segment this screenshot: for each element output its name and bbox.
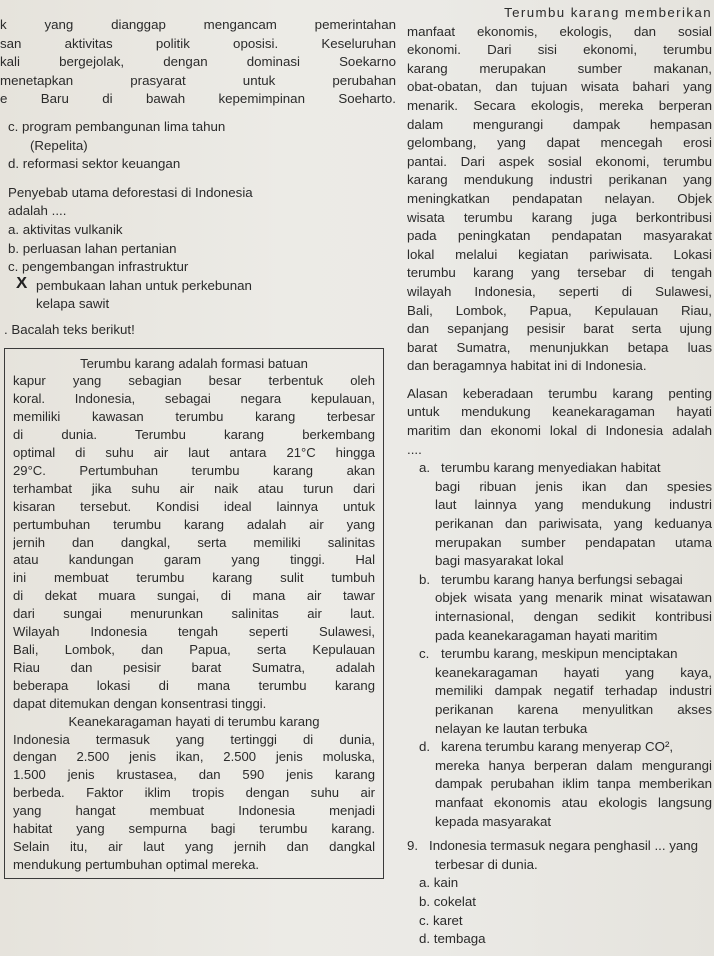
text-line: e Baru di bawah kepemimpinan Soeharto.: [0, 91, 396, 107]
answer-option-line: keanekaragaman hayati yang kaya,: [435, 664, 712, 680]
passage-line: pertumbuhan terumbu karang adalah air yang: [13, 516, 375, 532]
question-number: 9.: [407, 838, 419, 854]
passage-line: dari sungai menurunkan salinitas air laut.: [13, 606, 375, 622]
passage-line: dan sepanjang pesisir barat serta ujung: [407, 321, 712, 337]
passage-line: dengan 2.500 jenis ikan, 2.500 jenis moluska,: [13, 749, 375, 765]
text-line: menetapkan prasyarat untuk perubahan: [0, 72, 396, 88]
passage-line: pantai. Dari aspek sosial ekonomi, terumbu: [407, 153, 712, 169]
option-text: terumbu karang menyediakan habitat: [441, 460, 661, 476]
answer-option: b. perluasan lahan pertanian: [8, 240, 177, 256]
read-instruction: . Bacalah teks berikut!: [4, 321, 135, 337]
passage-line: manfaat ekonomis, ekologis, dan sosial: [407, 23, 712, 39]
passage-line: barat Sumatra, menunjukkan betapa luas: [407, 339, 712, 355]
passage-line: menarik. Secara ekologis, mereka berperan: [407, 97, 712, 113]
answer-option: kelapa sawit: [36, 296, 110, 312]
passage-line: Selain itu, air laut yang jernih dan dangkal: [13, 838, 375, 854]
answer-option: [407, 645, 712, 664]
answer-option: b. cokelat: [419, 893, 476, 909]
left-column: [0, 16, 396, 879]
passage-line: obat-obatan, dan tujuan wisata bahari yang: [407, 79, 712, 95]
answer-option: d. tembaga: [419, 931, 486, 947]
question-stem-line: untuk mendukung keanekaragaman hayati: [407, 404, 712, 420]
answer-option: d. reformasi sektor keuangan: [8, 156, 181, 172]
question-text: Indonesia termasuk negara penghasil ... yang: [429, 838, 699, 854]
passage-line: mendukung pertumbuhan optimal mereka.: [13, 856, 260, 872]
passage-line: 29°C. Pertumbuhan terumbu karang akan: [13, 462, 375, 478]
passage-line: terhambat jika suhu air naik atau turun dari: [13, 480, 375, 496]
answer-option-line: mereka hanya berperan dalam mengurangi: [435, 757, 712, 773]
passage-line: koral. Indonesia, sebagai negara kepulauan,: [13, 391, 375, 407]
answer-option-line: pada keanekaragaman hayati maritim: [435, 627, 658, 643]
answer-option: pembukaan lahan untuk perkebunan X: [0, 277, 396, 296]
answer-option: a. aktivitas vulkanik: [8, 221, 123, 237]
option-letter: b.: [419, 571, 431, 587]
question-stem-line: Penyebab utama deforestasi di Indonesia: [8, 184, 253, 200]
passage-line: Indonesia termasuk yang tertinggi di dunia,: [13, 731, 375, 747]
passage-line: yang hangat membuat Indonesia menjadi: [13, 803, 375, 819]
answer-option-line: internasional, dengan sedikit kontribusi: [435, 609, 712, 624]
passage-line: memiliki kawasan terumbu karang terbesar: [13, 409, 375, 425]
passage-line: optimal di suhu air laut antara 21°C hingga: [13, 445, 375, 461]
passage-line: wilayah Indonesia, seperti di Sulawesi,: [407, 283, 712, 299]
passage-line: lokal melalui kegiatan pariwisata. Lokasi: [407, 246, 712, 262]
question-8: [0, 184, 396, 314]
right-passage-body: [407, 23, 712, 376]
answer-option-line: bagi masyarakat lokal: [435, 553, 564, 569]
question-stem-line: adalah ....: [8, 203, 67, 219]
answer-option: [407, 571, 712, 590]
answer-cross-mark: X: [16, 276, 28, 292]
question-7-options: [0, 118, 396, 174]
answer-option-line: nelayan ke lautan terbuka: [435, 720, 588, 736]
right-passage-first-line: Terumbu karang memberikan: [504, 5, 712, 20]
answer-option-line: laut lainnya yang mendukung industri: [435, 497, 712, 513]
passage-line: di dunia. Terumbu karang berkembang: [13, 427, 375, 443]
passage-paragraph-2-first-line: Keanekaragaman hayati di terumbu karang: [68, 713, 320, 729]
option-letter: d.: [419, 739, 431, 755]
question-stem-line: Alasan keberadaan terumbu karang penting: [407, 385, 712, 401]
text-line: san aktivitas politik oposisi. Keseluruhan: [0, 35, 396, 51]
passage-line: Riau dan pesisir barat Sumatra, adalah: [13, 659, 375, 675]
passage-line: pada peningkatan pendapatan masyarakat: [407, 228, 712, 244]
answer-option-line: perikanan karena menyulitkan akses: [435, 701, 712, 717]
passage-line: kisaran tersebut. Kondisi ideal lainnya untuk: [13, 498, 375, 514]
answer-option: [407, 738, 712, 757]
question-stem-line: terbesar di dunia.: [435, 856, 538, 872]
passage-line: Bali, Lombok, dan Papua, serta Kepulauan: [13, 642, 375, 657]
passage-line: beberapa lokasi di mana terumbu karang: [13, 677, 375, 693]
passage-line: gelombang, yang dapat mencegah erosi: [407, 135, 712, 151]
passage-line: ekonomi. Dari sisi ekonomi, terumbu: [407, 42, 712, 58]
option-text: terumbu karang, meskipun menciptakan: [441, 646, 678, 662]
answer-option: [407, 459, 712, 478]
passage-line: dan beragamnya habitat ini di Indonesia.: [407, 358, 647, 374]
passage-paragraph-2: [13, 731, 375, 874]
option-text: terumbu karang hanya berfungsi sebagai: [441, 571, 683, 587]
passage-line: atau kandungan garam yang tinggi. Hal: [13, 552, 375, 568]
previous-text-fragment: [0, 16, 396, 109]
passage-line: dalam mengurangi dampak hempasan: [407, 116, 712, 132]
answer-option: c. pengembangan infrastruktur: [8, 259, 189, 275]
passage-line: karang mendukung industri perikanan yang: [407, 172, 712, 188]
answer-option: c. karet: [419, 912, 463, 928]
question-stem-line: [407, 837, 712, 856]
right-column: [407, 4, 712, 949]
passage-line: meningkatkan pendapatan nelayan. Objek: [407, 190, 712, 206]
option-letter: c.: [419, 646, 430, 662]
passage-line: berbeda. Faktor iklim tropis dengan suhu air: [13, 785, 375, 801]
question-stem-line: maritim dan ekonomi lokal di Indonesia adalah: [407, 423, 712, 439]
answer-option-line: memiliki dampak negatif terhadap industri: [435, 683, 712, 699]
passage-line: Bali, Lombok, Papua, Kepulauan Riau,: [407, 302, 712, 318]
answer-option-line: bagi ribuan jenis ikan dan spesies: [435, 478, 712, 494]
answer-option-line: merupakan sumber pendapatan utama: [435, 534, 712, 550]
answer-option-line: perikanan dan pariwisata, yang keduanya: [435, 516, 712, 532]
passage-line: dapat ditemukan dengan konsentrasi tinggi.: [13, 695, 267, 711]
passage-box: [4, 348, 384, 879]
option-text: karena terumbu karang menyerap CO²,: [441, 739, 674, 755]
passage-line: karang merupakan sumber makanan,: [407, 60, 712, 76]
answer-option-line: kepada masyarakat: [435, 813, 552, 829]
answer-option-line: objek wisata yang menarik minat wisatawan: [435, 590, 712, 606]
passage-line: 1.500 jenis krustasea, dan 590 jenis karang: [13, 767, 375, 783]
answer-option: (Repelita): [30, 137, 88, 153]
answer-option-line: dampak perubahan iklim tanpa memberikan: [435, 776, 712, 792]
passage-paragraph-1: [13, 372, 375, 712]
passage-line: terumbu karang yang tersebar di tengah: [407, 265, 712, 281]
passage-line: Wilayah Indonesia tengah seperti Sulawesi,: [13, 624, 375, 640]
passage-line: habitat yang sempurna bagi terumbu karang.: [13, 821, 375, 837]
question-stem-line: ....: [407, 441, 422, 457]
answer-option-line: manfaat ekonomis atau ekologis langsung: [435, 794, 712, 810]
text-line: k yang dianggap mengancam pemerintahan: [0, 17, 396, 32]
answer-option: a. kain: [419, 875, 459, 891]
passage-line: wisata terumbu karang juga berkontribusi: [407, 209, 712, 225]
passage-line: ini membuat terumbu karang sulit tumbuh: [13, 570, 375, 586]
passage-line: kapur yang sebagian besar terbentuk oleh: [13, 373, 375, 389]
passage-line: di dekat muara sungai, di mana air tawar: [13, 588, 375, 604]
question-reason: [407, 385, 712, 831]
passage-line: jernih dan dangkal, serta memiliki salinitas: [13, 534, 375, 550]
text-line: kali bergejolak, dengan dominasi Soekarno: [0, 54, 396, 70]
passage-title-line: Terumbu karang adalah formasi batuan: [80, 355, 308, 371]
option-letter: a.: [419, 460, 431, 476]
answer-option: c. program pembangunan lima tahun: [8, 118, 226, 134]
question-9: [407, 837, 712, 949]
